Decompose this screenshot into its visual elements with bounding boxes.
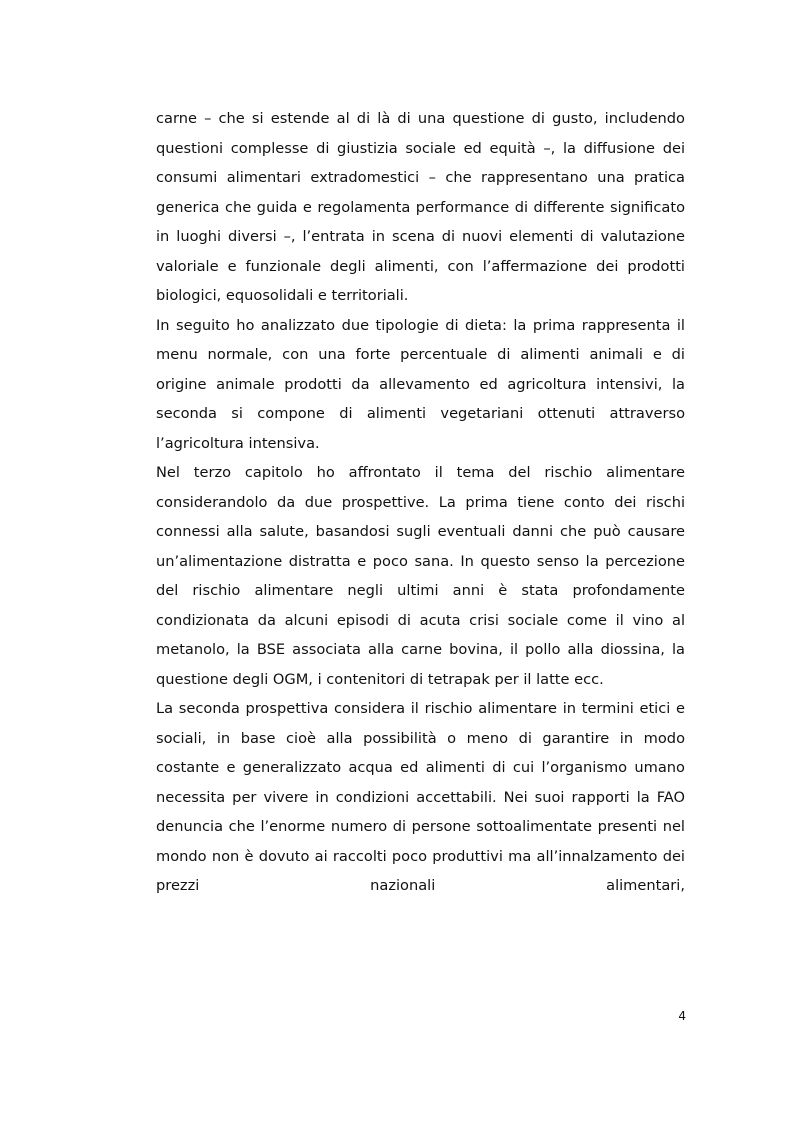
paragraph: In seguito ho analizzato due tipologie di dieta: la prima rappresenta il menu normale, con una forte percentuale di alimenti animali e di origine animale prodotti da allevamento ed agricoltura intensivi, la seconda si compone di alimenti vegetariani ottenuti attraverso l’agricoltura intensiva. xyxy=(156,316,685,452)
page-number: 4 xyxy=(678,1009,686,1023)
body-text xyxy=(156,104,685,901)
paragraph: Nel terzo capitolo ho affrontato il tema del rischio alimentare considerandolo da due prospettive. La prima tiene conto dei rischi connessi alla salute, basandosi sugli eventuali danni che può causare un’alimentazione distratta e poco sana. In questo senso la percezione del rischio alimentare negli ultimi anni è stata profondamente condizionata da alcuni episodi di acuta crisi sociale come il vino al metanolo, la BSE associata alla carne bovina, il pollo alla diossina, la questione degli OGM, i contenitori di tetrapak per il latte ecc. xyxy=(156,464,685,688)
paragraph: La seconda prospettiva considera il rischio alimentare in termini etici e sociali, in base cioè alla possibilità o meno di garantire in modo costante e generalizzato acqua ed alimenti di cui l’organismo umano necessita per vivere in condizioni accettabili. Nei suoi rapporti la FAO denuncia che l’enorme numero di persone sottoalimentate presenti nel mondo non è dovuto ai raccolti poco produttivi ma all’innalzamento dei prezzi nazionali alimentari, xyxy=(156,700,685,894)
paragraph: carne – che si estende al di là di una questione di gusto, includendo questioni complesse di giustizia sociale ed equità –, la diffusione dei consumi alimentari extradomestici – che rappresentano una pratica generica che guida e regolamenta performance di differente significato in luoghi diversi –, l’entrata in scena di nuovi elementi di valutazione valoriale e funzionale degli alimenti, con l’affermazione dei prodotti biologici, equosolidali e territoriali. xyxy=(156,110,685,304)
